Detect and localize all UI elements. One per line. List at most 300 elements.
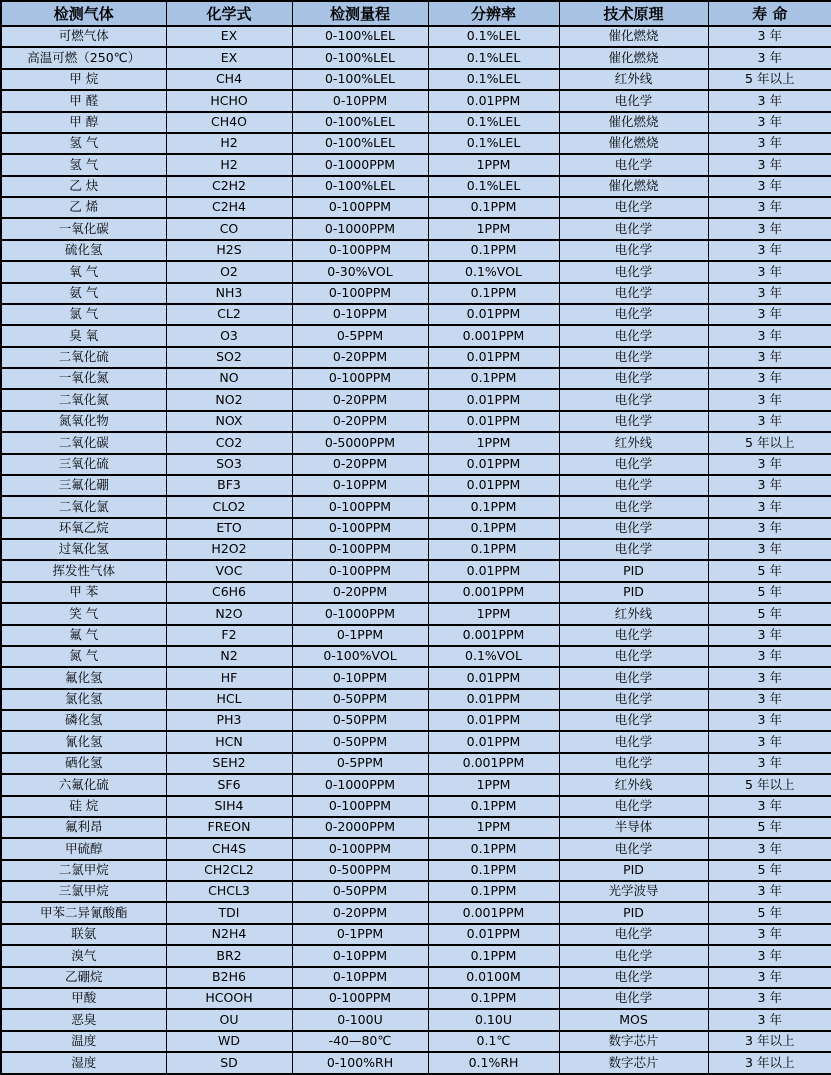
cell-gas: 二氧化氮 bbox=[1, 389, 166, 410]
cell-range: 0-5000PPM bbox=[292, 432, 428, 453]
cell-lifespan: 3 年 bbox=[708, 967, 831, 988]
header-formula: 化学式 bbox=[166, 1, 292, 26]
cell-formula: CH4O bbox=[166, 112, 292, 133]
cell-formula: NO bbox=[166, 368, 292, 389]
cell-lifespan: 3 年 bbox=[708, 325, 831, 346]
cell-principle: 电化学 bbox=[559, 625, 708, 646]
cell-gas: 磷化氢 bbox=[1, 710, 166, 731]
table-row bbox=[1, 368, 831, 389]
table-header bbox=[1, 1, 831, 26]
cell-gas: 氰化氢 bbox=[1, 731, 166, 752]
cell-lifespan: 3 年 bbox=[708, 26, 831, 47]
table-row bbox=[1, 881, 831, 902]
cell-formula: NO2 bbox=[166, 389, 292, 410]
cell-principle: 电化学 bbox=[559, 731, 708, 752]
cell-lifespan: 3 年 bbox=[708, 539, 831, 560]
cell-range: 0-100PPM bbox=[292, 518, 428, 539]
cell-principle: 半导体 bbox=[559, 817, 708, 838]
cell-resolution: 0.1PPM bbox=[428, 838, 559, 859]
cell-formula: SO2 bbox=[166, 347, 292, 368]
cell-gas: 硅 烷 bbox=[1, 796, 166, 817]
cell-lifespan: 3 年 bbox=[708, 796, 831, 817]
cell-resolution: 0.01PPM bbox=[428, 454, 559, 475]
cell-gas: 一氧化氮 bbox=[1, 368, 166, 389]
cell-gas: 乙 烯 bbox=[1, 197, 166, 218]
cell-resolution: 1PPM bbox=[428, 432, 559, 453]
cell-gas: 联氨 bbox=[1, 924, 166, 945]
table-row bbox=[1, 1009, 831, 1030]
cell-lifespan: 3 年 bbox=[708, 304, 831, 325]
cell-range: 0-100PPM bbox=[292, 988, 428, 1009]
cell-formula: SEH2 bbox=[166, 753, 292, 774]
cell-principle: 红外线 bbox=[559, 774, 708, 795]
cell-formula: CL2 bbox=[166, 304, 292, 325]
cell-gas: 二氯甲烷 bbox=[1, 860, 166, 881]
table-row bbox=[1, 454, 831, 475]
cell-principle: 电化学 bbox=[559, 646, 708, 667]
cell-lifespan: 5 年以上 bbox=[708, 432, 831, 453]
cell-resolution: 0.1PPM bbox=[428, 240, 559, 261]
cell-range: 0-100PPM bbox=[292, 283, 428, 304]
cell-principle: 电化学 bbox=[559, 496, 708, 517]
cell-resolution: 1PPM bbox=[428, 603, 559, 624]
cell-lifespan: 3 年 bbox=[708, 945, 831, 966]
cell-lifespan: 3 年 bbox=[708, 454, 831, 475]
cell-principle: 电化学 bbox=[559, 667, 708, 688]
cell-formula: ETO bbox=[166, 518, 292, 539]
cell-resolution: 0.1PPM bbox=[428, 796, 559, 817]
cell-range: 0-100PPM bbox=[292, 539, 428, 560]
cell-formula: HCN bbox=[166, 731, 292, 752]
cell-principle: 电化学 bbox=[559, 967, 708, 988]
cell-lifespan: 5 年 bbox=[708, 817, 831, 838]
cell-gas: 甲 烷 bbox=[1, 69, 166, 90]
table-row bbox=[1, 518, 831, 539]
cell-gas: 二氧化硫 bbox=[1, 347, 166, 368]
cell-gas: 氮氧化物 bbox=[1, 411, 166, 432]
cell-resolution: 0.01PPM bbox=[428, 731, 559, 752]
cell-range: 0-20PPM bbox=[292, 582, 428, 603]
cell-resolution: 0.0100M bbox=[428, 967, 559, 988]
cell-resolution: 0.1PPM bbox=[428, 283, 559, 304]
cell-principle: 电化学 bbox=[559, 454, 708, 475]
cell-gas: 挥发性气体 bbox=[1, 560, 166, 581]
cell-resolution: 1PPM bbox=[428, 774, 559, 795]
table-row bbox=[1, 902, 831, 923]
cell-formula: CLO2 bbox=[166, 496, 292, 517]
header-row bbox=[1, 1, 831, 26]
table-row bbox=[1, 496, 831, 517]
cell-gas: 六氟化硫 bbox=[1, 774, 166, 795]
cell-range: 0-1000PPM bbox=[292, 218, 428, 239]
cell-range: 0-100%LEL bbox=[292, 112, 428, 133]
cell-lifespan: 3 年 bbox=[708, 646, 831, 667]
cell-lifespan: 3 年 bbox=[708, 347, 831, 368]
cell-resolution: 0.01PPM bbox=[428, 475, 559, 496]
cell-lifespan: 3 年 bbox=[708, 47, 831, 68]
cell-lifespan: 3 年以上 bbox=[708, 1031, 831, 1052]
table-body bbox=[1, 26, 831, 1074]
header-range: 检测量程 bbox=[292, 1, 428, 26]
cell-formula: HCL bbox=[166, 689, 292, 710]
cell-formula: H2O2 bbox=[166, 539, 292, 560]
cell-range: 0-2000PPM bbox=[292, 817, 428, 838]
cell-resolution: 0.001PPM bbox=[428, 902, 559, 923]
cell-range: 0-10PPM bbox=[292, 90, 428, 111]
table-row bbox=[1, 411, 831, 432]
table-row bbox=[1, 432, 831, 453]
cell-formula: FREON bbox=[166, 817, 292, 838]
cell-resolution: 0.1PPM bbox=[428, 881, 559, 902]
cell-principle: 光学波导 bbox=[559, 881, 708, 902]
cell-formula: O3 bbox=[166, 325, 292, 346]
cell-lifespan: 3 年 bbox=[708, 112, 831, 133]
cell-formula: CH4S bbox=[166, 838, 292, 859]
cell-formula: N2H4 bbox=[166, 924, 292, 945]
cell-formula: NOX bbox=[166, 411, 292, 432]
table-row bbox=[1, 176, 831, 197]
cell-resolution: 0.1%LEL bbox=[428, 133, 559, 154]
table-row bbox=[1, 689, 831, 710]
cell-resolution: 0.1%VOL bbox=[428, 261, 559, 282]
cell-formula: F2 bbox=[166, 625, 292, 646]
cell-formula: C6H6 bbox=[166, 582, 292, 603]
cell-principle: 电化学 bbox=[559, 368, 708, 389]
cell-range: 0-10PPM bbox=[292, 475, 428, 496]
cell-lifespan: 5 年 bbox=[708, 582, 831, 603]
cell-resolution: 0.1PPM bbox=[428, 518, 559, 539]
cell-lifespan: 5 年 bbox=[708, 860, 831, 881]
cell-formula: HF bbox=[166, 667, 292, 688]
cell-lifespan: 3 年 bbox=[708, 176, 831, 197]
cell-resolution: 1PPM bbox=[428, 218, 559, 239]
cell-lifespan: 3 年 bbox=[708, 389, 831, 410]
cell-principle: 电化学 bbox=[559, 304, 708, 325]
cell-lifespan: 3 年 bbox=[708, 710, 831, 731]
cell-principle: 电化学 bbox=[559, 689, 708, 710]
cell-gas: 臭 氧 bbox=[1, 325, 166, 346]
cell-gas: 一氧化碳 bbox=[1, 218, 166, 239]
cell-formula: SIH4 bbox=[166, 796, 292, 817]
cell-range: 0-50PPM bbox=[292, 710, 428, 731]
cell-resolution: 0.1PPM bbox=[428, 496, 559, 517]
table-row bbox=[1, 560, 831, 581]
cell-lifespan: 5 年以上 bbox=[708, 774, 831, 795]
cell-resolution: 0.1%LEL bbox=[428, 112, 559, 133]
cell-resolution: 0.001PPM bbox=[428, 325, 559, 346]
cell-range: 0-100PPM bbox=[292, 368, 428, 389]
cell-lifespan: 3 年 bbox=[708, 753, 831, 774]
cell-lifespan: 5 年 bbox=[708, 603, 831, 624]
cell-resolution: 0.01PPM bbox=[428, 710, 559, 731]
cell-lifespan: 3 年 bbox=[708, 731, 831, 752]
cell-principle: 电化学 bbox=[559, 518, 708, 539]
cell-range: 0-20PPM bbox=[292, 902, 428, 923]
cell-range: 0-50PPM bbox=[292, 881, 428, 902]
cell-resolution: 0.01PPM bbox=[428, 924, 559, 945]
table-row bbox=[1, 154, 831, 175]
cell-principle: 电化学 bbox=[559, 90, 708, 111]
cell-lifespan: 3 年 bbox=[708, 411, 831, 432]
cell-range: 0-5PPM bbox=[292, 325, 428, 346]
table-row bbox=[1, 667, 831, 688]
cell-principle: 电化学 bbox=[559, 283, 708, 304]
cell-resolution: 0.10U bbox=[428, 1009, 559, 1030]
cell-resolution: 0.001PPM bbox=[428, 582, 559, 603]
cell-range: -40—80℃ bbox=[292, 1031, 428, 1052]
cell-formula: SO3 bbox=[166, 454, 292, 475]
cell-gas: 氢 气 bbox=[1, 154, 166, 175]
cell-resolution: 0.1PPM bbox=[428, 988, 559, 1009]
table-row bbox=[1, 47, 831, 68]
cell-formula: CHCL3 bbox=[166, 881, 292, 902]
cell-formula: H2 bbox=[166, 154, 292, 175]
cell-lifespan: 3 年以上 bbox=[708, 1052, 831, 1074]
cell-principle: 数字芯片 bbox=[559, 1052, 708, 1074]
table-row bbox=[1, 133, 831, 154]
cell-gas: 甲 醛 bbox=[1, 90, 166, 111]
cell-gas: 甲苯二异氰酸酯 bbox=[1, 902, 166, 923]
cell-gas: 笑 气 bbox=[1, 603, 166, 624]
cell-lifespan: 3 年 bbox=[708, 197, 831, 218]
cell-lifespan: 3 年 bbox=[708, 667, 831, 688]
cell-principle: 电化学 bbox=[559, 389, 708, 410]
cell-principle: 数字芯片 bbox=[559, 1031, 708, 1052]
cell-lifespan: 3 年 bbox=[708, 689, 831, 710]
cell-lifespan: 3 年 bbox=[708, 518, 831, 539]
cell-range: 0-100%VOL bbox=[292, 646, 428, 667]
table-row bbox=[1, 69, 831, 90]
cell-gas: 三氟化硼 bbox=[1, 475, 166, 496]
cell-formula: EX bbox=[166, 26, 292, 47]
cell-range: 0-100%LEL bbox=[292, 47, 428, 68]
cell-gas: 氨 气 bbox=[1, 283, 166, 304]
cell-resolution: 1PPM bbox=[428, 817, 559, 838]
cell-lifespan: 3 年 bbox=[708, 881, 831, 902]
cell-formula: O2 bbox=[166, 261, 292, 282]
table-row bbox=[1, 197, 831, 218]
cell-formula: B2H6 bbox=[166, 967, 292, 988]
cell-gas: 三氯甲烷 bbox=[1, 881, 166, 902]
cell-resolution: 1PPM bbox=[428, 154, 559, 175]
cell-principle: 红外线 bbox=[559, 432, 708, 453]
cell-principle: MOS bbox=[559, 1009, 708, 1030]
cell-principle: 催化燃烧 bbox=[559, 133, 708, 154]
cell-formula: CO bbox=[166, 218, 292, 239]
cell-principle: PID bbox=[559, 560, 708, 581]
cell-gas: 过氧化氢 bbox=[1, 539, 166, 560]
table-row bbox=[1, 283, 831, 304]
cell-resolution: 0.01PPM bbox=[428, 389, 559, 410]
cell-resolution: 0.01PPM bbox=[428, 304, 559, 325]
cell-resolution: 0.1%VOL bbox=[428, 646, 559, 667]
cell-gas: 乙硼烷 bbox=[1, 967, 166, 988]
cell-resolution: 0.001PPM bbox=[428, 753, 559, 774]
cell-range: 0-100%LEL bbox=[292, 176, 428, 197]
cell-principle: 电化学 bbox=[559, 154, 708, 175]
cell-resolution: 0.01PPM bbox=[428, 667, 559, 688]
cell-formula: CH2CL2 bbox=[166, 860, 292, 881]
cell-resolution: 0.1%LEL bbox=[428, 69, 559, 90]
cell-range: 0-100PPM bbox=[292, 838, 428, 859]
cell-resolution: 0.1℃ bbox=[428, 1031, 559, 1052]
cell-range: 0-10PPM bbox=[292, 945, 428, 966]
cell-principle: 电化学 bbox=[559, 240, 708, 261]
cell-formula: WD bbox=[166, 1031, 292, 1052]
cell-resolution: 0.1%LEL bbox=[428, 47, 559, 68]
cell-range: 0-100PPM bbox=[292, 197, 428, 218]
cell-formula: EX bbox=[166, 47, 292, 68]
cell-lifespan: 3 年 bbox=[708, 240, 831, 261]
cell-range: 0-20PPM bbox=[292, 454, 428, 475]
table-row bbox=[1, 731, 831, 752]
cell-principle: 催化燃烧 bbox=[559, 112, 708, 133]
cell-formula: C2H4 bbox=[166, 197, 292, 218]
cell-formula: N2O bbox=[166, 603, 292, 624]
cell-resolution: 0.1PPM bbox=[428, 197, 559, 218]
table-row bbox=[1, 710, 831, 731]
cell-gas: 甲 苯 bbox=[1, 582, 166, 603]
cell-gas: 高温可燃（250℃） bbox=[1, 47, 166, 68]
cell-gas: 硫化氢 bbox=[1, 240, 166, 261]
cell-lifespan: 5 年 bbox=[708, 560, 831, 581]
cell-range: 0-5PPM bbox=[292, 753, 428, 774]
table-row bbox=[1, 753, 831, 774]
cell-range: 0-20PPM bbox=[292, 347, 428, 368]
cell-formula: H2S bbox=[166, 240, 292, 261]
cell-formula: SF6 bbox=[166, 774, 292, 795]
cell-gas: 环氧乙烷 bbox=[1, 518, 166, 539]
cell-gas: 溴气 bbox=[1, 945, 166, 966]
cell-range: 0-20PPM bbox=[292, 411, 428, 432]
header-principle: 技术原理 bbox=[559, 1, 708, 26]
table-row bbox=[1, 218, 831, 239]
cell-resolution: 0.1PPM bbox=[428, 945, 559, 966]
cell-formula: HCHO bbox=[166, 90, 292, 111]
cell-range: 0-100U bbox=[292, 1009, 428, 1030]
cell-formula: OU bbox=[166, 1009, 292, 1030]
cell-range: 0-10PPM bbox=[292, 967, 428, 988]
table-row bbox=[1, 261, 831, 282]
header-gas: 检测气体 bbox=[1, 1, 166, 26]
cell-principle: 电化学 bbox=[559, 988, 708, 1009]
cell-principle: PID bbox=[559, 582, 708, 603]
cell-formula: CO2 bbox=[166, 432, 292, 453]
cell-resolution: 0.1PPM bbox=[428, 539, 559, 560]
cell-gas: 二氧化氯 bbox=[1, 496, 166, 517]
table-row bbox=[1, 817, 831, 838]
table-row bbox=[1, 796, 831, 817]
cell-gas: 氧 气 bbox=[1, 261, 166, 282]
table-row bbox=[1, 838, 831, 859]
cell-range: 0-1PPM bbox=[292, 625, 428, 646]
cell-gas: 可燃气体 bbox=[1, 26, 166, 47]
cell-gas: 甲酸 bbox=[1, 988, 166, 1009]
cell-lifespan: 5 年 bbox=[708, 902, 831, 923]
cell-formula: HCOOH bbox=[166, 988, 292, 1009]
cell-gas: 氟利昂 bbox=[1, 817, 166, 838]
cell-range: 0-100PPM bbox=[292, 496, 428, 517]
table-row bbox=[1, 774, 831, 795]
table-row bbox=[1, 389, 831, 410]
cell-range: 0-100PPM bbox=[292, 560, 428, 581]
cell-formula: BF3 bbox=[166, 475, 292, 496]
cell-formula: H2 bbox=[166, 133, 292, 154]
cell-formula: VOC bbox=[166, 560, 292, 581]
cell-principle: 电化学 bbox=[559, 347, 708, 368]
cell-lifespan: 3 年 bbox=[708, 218, 831, 239]
cell-range: 0-1000PPM bbox=[292, 154, 428, 175]
cell-range: 0-10PPM bbox=[292, 667, 428, 688]
cell-resolution: 0.1%LEL bbox=[428, 26, 559, 47]
cell-resolution: 0.01PPM bbox=[428, 90, 559, 111]
cell-gas: 湿度 bbox=[1, 1052, 166, 1074]
table-row bbox=[1, 603, 831, 624]
cell-range: 0-50PPM bbox=[292, 689, 428, 710]
table-row bbox=[1, 1052, 831, 1074]
cell-resolution: 0.001PPM bbox=[428, 625, 559, 646]
cell-formula: CH4 bbox=[166, 69, 292, 90]
cell-gas: 氯 气 bbox=[1, 304, 166, 325]
cell-resolution: 0.01PPM bbox=[428, 689, 559, 710]
header-resolution: 分辨率 bbox=[428, 1, 559, 26]
cell-range: 0-10PPM bbox=[292, 304, 428, 325]
cell-lifespan: 3 年 bbox=[708, 496, 831, 517]
cell-principle: 电化学 bbox=[559, 218, 708, 239]
table-row bbox=[1, 646, 831, 667]
cell-formula: PH3 bbox=[166, 710, 292, 731]
cell-principle: 电化学 bbox=[559, 945, 708, 966]
table-row bbox=[1, 1031, 831, 1052]
table-row bbox=[1, 539, 831, 560]
cell-principle: 电化学 bbox=[559, 753, 708, 774]
cell-resolution: 0.01PPM bbox=[428, 560, 559, 581]
cell-lifespan: 3 年 bbox=[708, 283, 831, 304]
cell-principle: 电化学 bbox=[559, 411, 708, 432]
cell-range: 0-1000PPM bbox=[292, 774, 428, 795]
table-row bbox=[1, 240, 831, 261]
cell-principle: 电化学 bbox=[559, 796, 708, 817]
table-row bbox=[1, 325, 831, 346]
cell-gas: 硒化氢 bbox=[1, 753, 166, 774]
cell-resolution: 0.01PPM bbox=[428, 347, 559, 368]
table-row bbox=[1, 90, 831, 111]
cell-gas: 乙 炔 bbox=[1, 176, 166, 197]
cell-lifespan: 3 年 bbox=[708, 133, 831, 154]
cell-principle: 电化学 bbox=[559, 539, 708, 560]
cell-gas: 温度 bbox=[1, 1031, 166, 1052]
table-row bbox=[1, 26, 831, 47]
cell-gas: 氟化氢 bbox=[1, 667, 166, 688]
cell-formula: NH3 bbox=[166, 283, 292, 304]
cell-range: 0-30%VOL bbox=[292, 261, 428, 282]
cell-range: 0-1PPM bbox=[292, 924, 428, 945]
cell-lifespan: 3 年 bbox=[708, 625, 831, 646]
cell-range: 0-100%LEL bbox=[292, 133, 428, 154]
table-row bbox=[1, 860, 831, 881]
cell-gas: 氯化氢 bbox=[1, 689, 166, 710]
cell-range: 0-500PPM bbox=[292, 860, 428, 881]
cell-principle: PID bbox=[559, 860, 708, 881]
cell-formula: N2 bbox=[166, 646, 292, 667]
cell-range: 0-1000PPM bbox=[292, 603, 428, 624]
cell-principle: 电化学 bbox=[559, 197, 708, 218]
table-row bbox=[1, 112, 831, 133]
cell-lifespan: 3 年 bbox=[708, 924, 831, 945]
cell-range: 0-20PPM bbox=[292, 389, 428, 410]
cell-principle: 红外线 bbox=[559, 603, 708, 624]
cell-principle: 电化学 bbox=[559, 475, 708, 496]
